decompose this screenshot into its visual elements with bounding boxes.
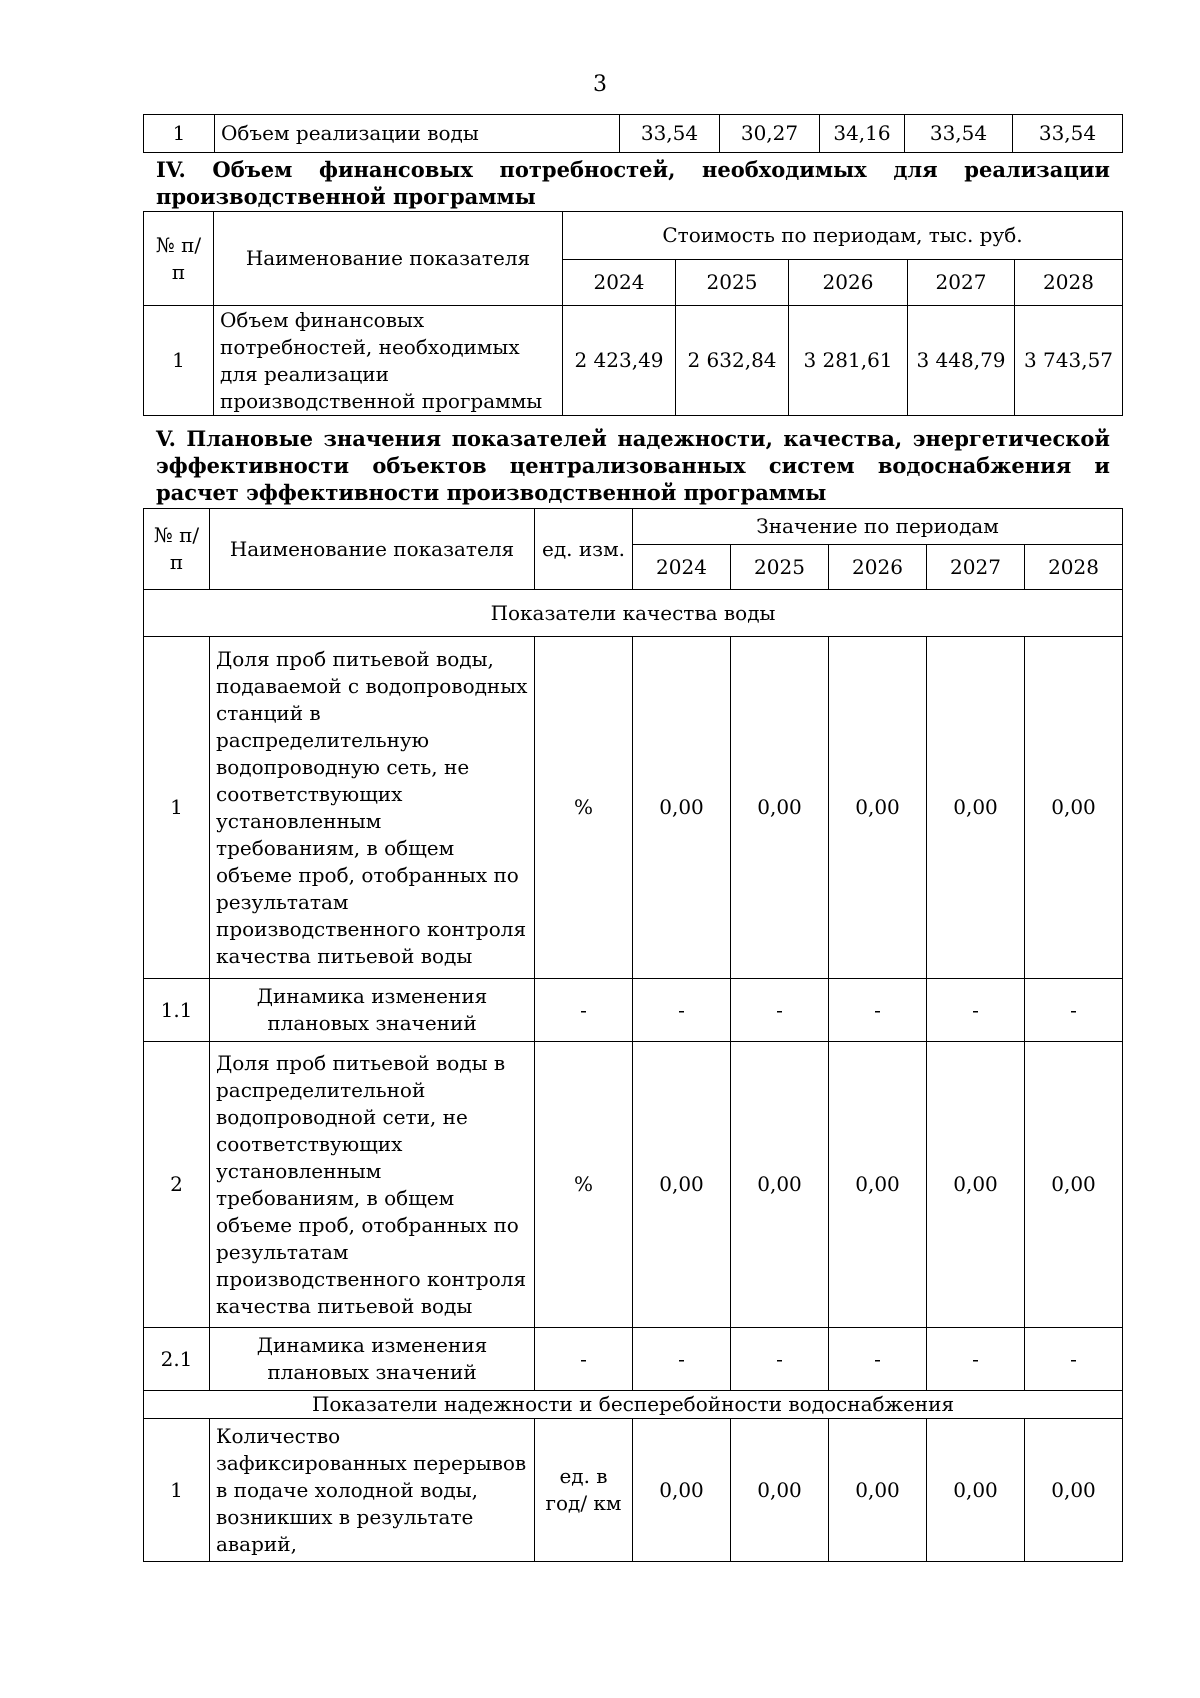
row-number: 1 bbox=[144, 1419, 210, 1562]
unit-cell: ед. в год/ км bbox=[535, 1419, 633, 1562]
row-number: 1.1 bbox=[144, 979, 210, 1042]
value-cell: 0,00 bbox=[1025, 1042, 1123, 1328]
value-cell: 0,00 bbox=[731, 1419, 829, 1562]
value-cell: - bbox=[731, 1328, 829, 1391]
header-year: 2028 bbox=[1025, 545, 1123, 590]
value-cell: - bbox=[633, 1328, 731, 1391]
value-cell: - bbox=[731, 979, 829, 1042]
header-indicator-name: Наименование показателя bbox=[210, 509, 535, 590]
value-cell: - bbox=[927, 979, 1025, 1042]
water-sales-table bbox=[143, 114, 1123, 153]
indicator-name: Объем реализации воды bbox=[215, 115, 620, 153]
value-cell: - bbox=[1025, 979, 1123, 1042]
row-number: 1 bbox=[144, 306, 214, 416]
table-row bbox=[144, 1328, 1123, 1391]
header-number: № п/п bbox=[144, 212, 214, 306]
indicator-name: Доля проб питьевой воды, подаваемой с водопроводных станций в распределительную водопроводную сеть, не соответствующих установленным требованиям, в общем объеме проб, отобранных по результатам производственного контроля качества питьевой воды bbox=[210, 637, 535, 979]
value-cell: 0,00 bbox=[829, 1042, 927, 1328]
table-row bbox=[144, 637, 1123, 979]
header-unit: ед. изм. bbox=[535, 509, 633, 590]
value-cell: 0,00 bbox=[1025, 1419, 1123, 1562]
header-year: 2026 bbox=[789, 260, 908, 306]
table-row bbox=[144, 979, 1123, 1042]
value-cell: 0,00 bbox=[829, 1419, 927, 1562]
table-row bbox=[144, 306, 1123, 416]
row-number: 2 bbox=[144, 1042, 210, 1328]
header-indicator-name: Наименование показателя bbox=[214, 212, 563, 306]
value-cell: - bbox=[927, 1328, 1025, 1391]
value-cell: 0,00 bbox=[1025, 637, 1123, 979]
header-year: 2027 bbox=[908, 260, 1015, 306]
row-number: 2.1 bbox=[144, 1328, 210, 1391]
value-cell: 3 281,61 bbox=[789, 306, 908, 416]
value-cell: 0,00 bbox=[927, 637, 1025, 979]
table-row bbox=[144, 115, 1123, 153]
financial-needs-table bbox=[143, 211, 1123, 416]
value-cell: - bbox=[1025, 1328, 1123, 1391]
value-cell: 0,00 bbox=[633, 1419, 731, 1562]
page-number: 3 bbox=[593, 72, 607, 97]
table-row bbox=[144, 1419, 1123, 1562]
unit-cell: % bbox=[535, 637, 633, 979]
header-number: № п/п bbox=[144, 509, 210, 590]
unit-cell: - bbox=[535, 979, 633, 1042]
value-cell: 0,00 bbox=[633, 1042, 731, 1328]
value-cell: 2 423,49 bbox=[563, 306, 676, 416]
value-cell: 3 743,57 bbox=[1015, 306, 1123, 416]
header-year: 2027 bbox=[927, 545, 1025, 590]
header-year: 2028 bbox=[1015, 260, 1123, 306]
header-year: 2026 bbox=[829, 545, 927, 590]
section-4-title: IV. Объем финансовых потребностей, необходимых для реализации производственной программы bbox=[156, 157, 1110, 209]
value-cell: 0,00 bbox=[927, 1419, 1025, 1562]
indicator-name: Динамика изменения плановых значений bbox=[210, 1328, 535, 1391]
table-row bbox=[144, 1042, 1123, 1328]
header-cost-by-period: Стоимость по периодам, тыс. руб. bbox=[563, 212, 1123, 260]
header-year: 2025 bbox=[676, 260, 789, 306]
group-header-water-quality: Показатели качества воды bbox=[144, 590, 1123, 637]
indicator-name: Динамика изменения плановых значений bbox=[210, 979, 535, 1042]
indicator-name: Доля проб питьевой воды в распределительной водопроводной сети, не соответствующих установленным требованиям, в общем объеме проб, отобранных по результатам производственного контроля качества питьевой воды bbox=[210, 1042, 535, 1328]
value-cell: 33,54 bbox=[905, 115, 1013, 153]
value-cell: 30,27 bbox=[720, 115, 820, 153]
row-number: 1 bbox=[144, 115, 215, 153]
header-year: 2024 bbox=[633, 545, 731, 590]
value-cell: 2 632,84 bbox=[676, 306, 789, 416]
unit-cell: - bbox=[535, 1328, 633, 1391]
value-cell: 34,16 bbox=[820, 115, 905, 153]
value-cell: 0,00 bbox=[927, 1042, 1025, 1328]
value-cell: 0,00 bbox=[731, 637, 829, 979]
value-cell: 0,00 bbox=[633, 637, 731, 979]
value-cell: - bbox=[829, 1328, 927, 1391]
value-cell: 0,00 bbox=[731, 1042, 829, 1328]
value-cell: 0,00 bbox=[829, 637, 927, 979]
header-value-by-period: Значение по периодам bbox=[633, 509, 1123, 545]
value-cell: - bbox=[829, 979, 927, 1042]
header-year: 2024 bbox=[563, 260, 676, 306]
row-number: 1 bbox=[144, 637, 210, 979]
value-cell: 33,54 bbox=[1013, 115, 1123, 153]
indicators-table bbox=[143, 508, 1123, 1562]
indicator-name: Количество зафиксированных перерывов в подаче холодной воды, возникших в результате аварий, bbox=[210, 1419, 535, 1562]
header-year: 2025 bbox=[731, 545, 829, 590]
group-header-reliability: Показатели надежности и бесперебойности водоснабжения bbox=[144, 1391, 1123, 1419]
value-cell: - bbox=[633, 979, 731, 1042]
value-cell: 33,54 bbox=[620, 115, 720, 153]
unit-cell: % bbox=[535, 1042, 633, 1328]
section-5-title: V. Плановые значения показателей надежности, качества, энергетической эффективности объектов централизованных систем водоснабжения и расчет эффективности производственной программы bbox=[156, 426, 1110, 505]
indicator-name: Объем финансовых потребностей, необходимых для реализации производственной программы bbox=[214, 306, 563, 416]
value-cell: 3 448,79 bbox=[908, 306, 1015, 416]
